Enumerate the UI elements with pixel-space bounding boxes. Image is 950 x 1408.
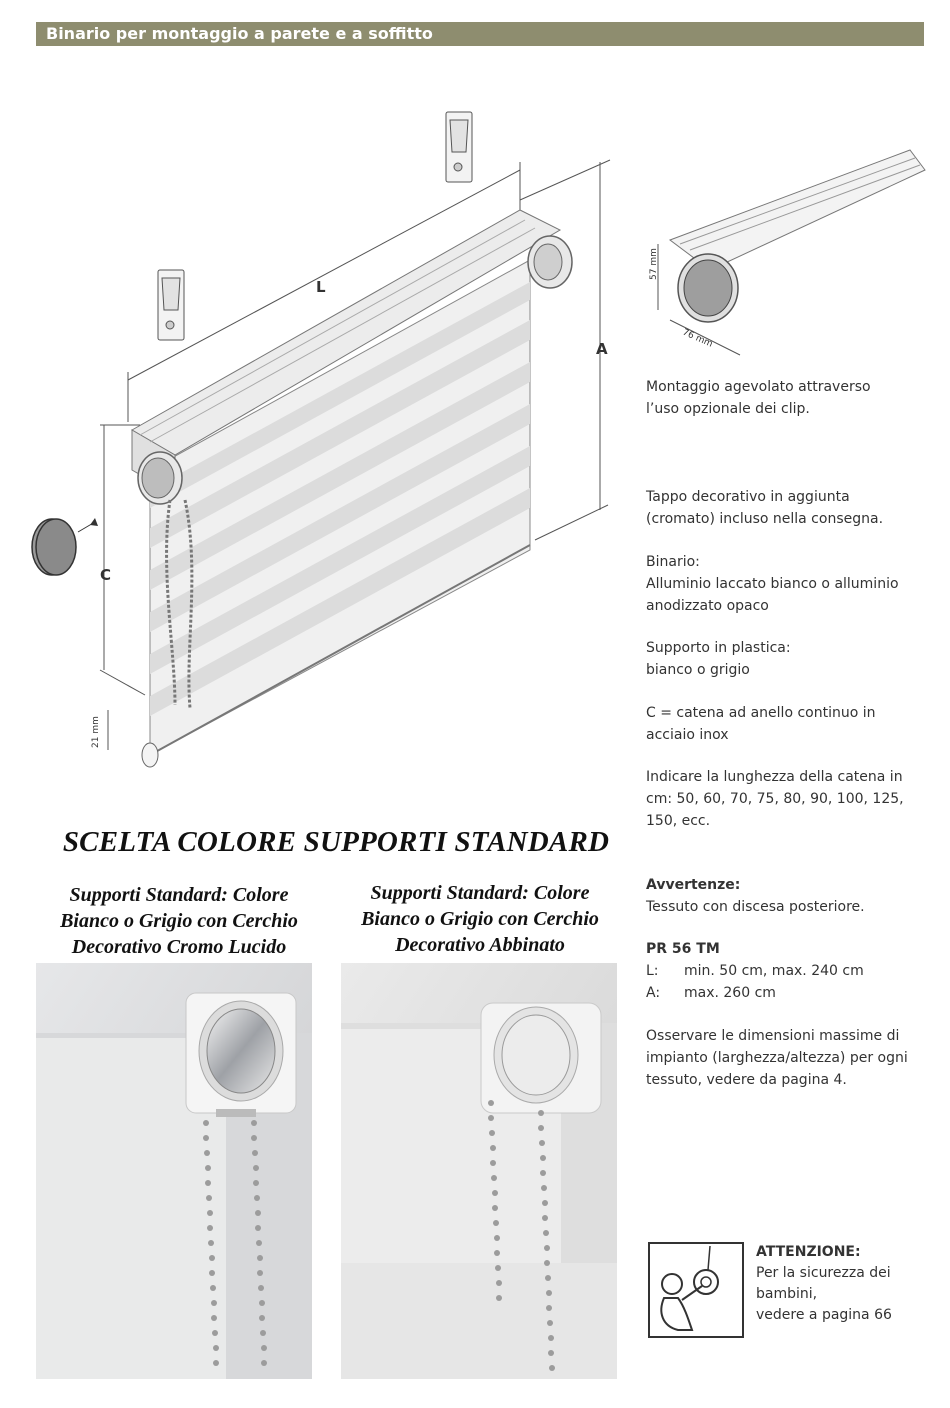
roller-blind-diagram: [0, 50, 630, 780]
section-header: Binario per montaggio a parete e a soffitto: [36, 22, 924, 46]
info-supporto: Supporto in plastica: bianco o grigio: [646, 640, 791, 678]
info-lunghezza: Indicare la lunghezza della catena in cm: 50, 60, 70, 75, 80, 90, 100, 125, 150, ecc.: [646, 769, 904, 829]
dimension-l-label: L: [316, 278, 326, 296]
model-code: PR 56 TM: [646, 941, 720, 957]
clip-left: [158, 270, 184, 340]
decorative-cap-icon: [32, 518, 98, 575]
info-avvertenze: Avvertenze: Tessuto con discesa posteriore.: [646, 877, 865, 915]
color-choice-title: SCELTA COLORE SUPPORTI STANDARD: [62, 826, 610, 858]
child-safety-warning-icon: [648, 1242, 744, 1338]
warning-text: ATTENZIONE: Per la sicurezza dei bambini, vedere a pagina 66: [756, 1244, 892, 1323]
info-specs: PR 56 TM L: min. 50 cm, max. 240 cm A: max. 260 cm: [646, 938, 936, 1004]
photo-chrome-bracket: [36, 963, 312, 1379]
info-tappo: Tappo decorativo in aggiunta (cromato) incluso nella consegna.: [646, 489, 884, 527]
dimension-c-label: C: [100, 566, 112, 584]
dimension-76mm-label: 76 mm: [680, 327, 714, 350]
info-catena: C = catena ad anello continuo in acciaio inox: [646, 705, 876, 743]
info-osservare: Osservare le dimensioni massime di impianto (larghezza/altezza) per ogni tessuto, vedere da pagina 4.: [646, 1028, 908, 1088]
caption-right: Supporti Standard: Colore Bianco o Grigio con Cerchio Decorativo Abbinato: [361, 882, 599, 956]
dimension-a-label: A: [596, 340, 608, 358]
photo-matching-bracket: [341, 963, 617, 1379]
info-binario: Binario: Alluminio laccato bianco o alluminio anodizzato opaco: [646, 554, 899, 614]
dimension-21mm-label: 21 mm: [91, 716, 101, 748]
caption-left: Supporti Standard: Colore Bianco o Grigio con Cerchio Decorativo Cromo Lucido: [60, 884, 298, 958]
headrail-profile-detail: [630, 140, 930, 370]
clip-right: [446, 112, 472, 182]
info-montaggio: Montaggio agevolato attraverso l’uso opzionale dei clip.: [646, 379, 871, 417]
dimension-57mm-label: 57 mm: [649, 248, 659, 280]
